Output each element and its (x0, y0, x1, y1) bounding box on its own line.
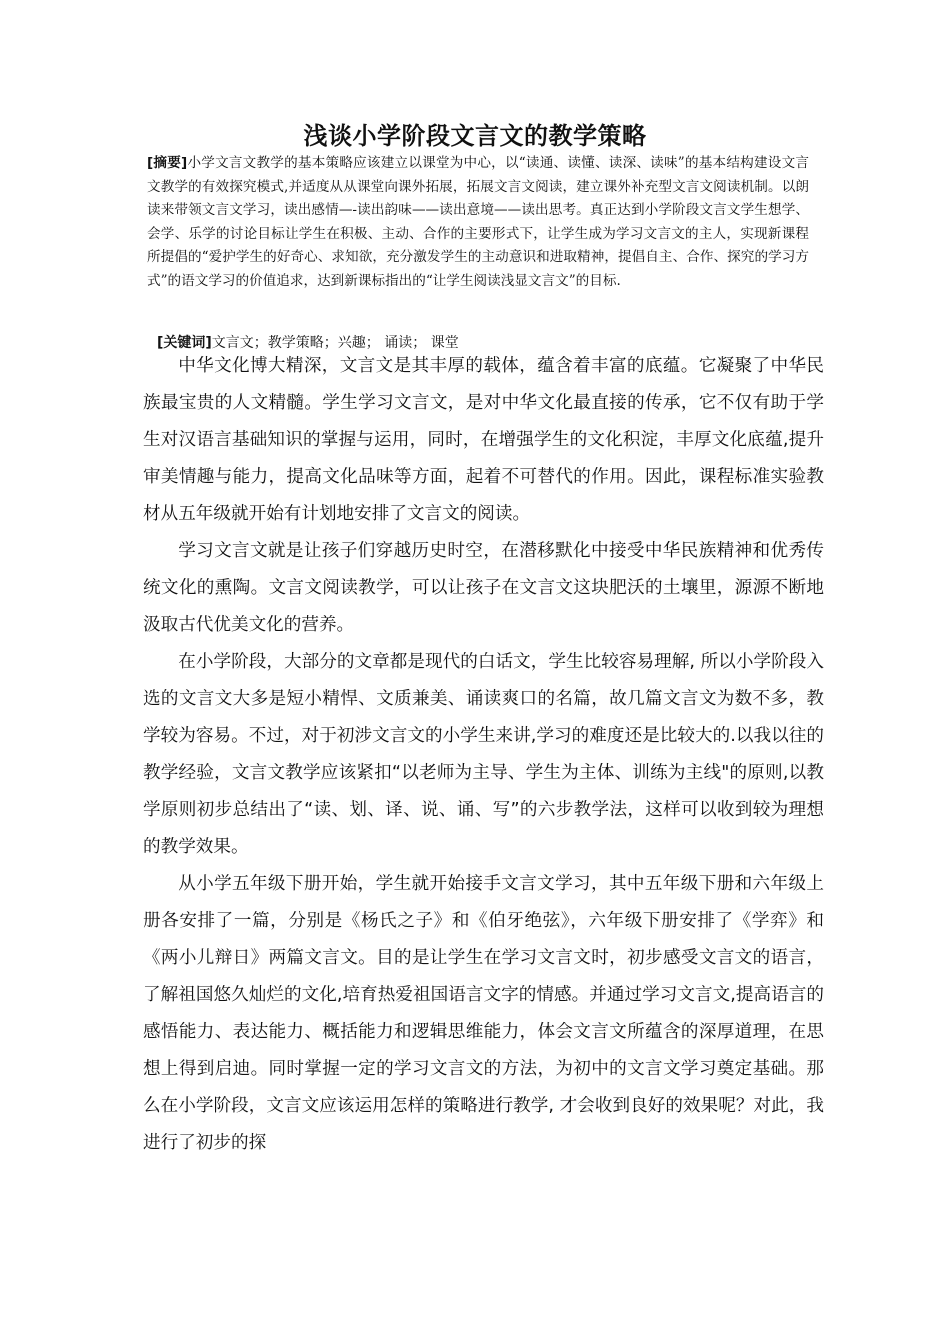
keywords-label: [关键词] (157, 335, 212, 351)
paragraph: 在小学阶段，大部分的文章都是现代的白话文，学生比较容易理解, 所以小学阶段入选的文言文大多是短小精悍、文质兼美、诵读爽口的名篇，故几篇文言文为数不多，教学较为容易。不过，对于初涉文言文的小学生来讲,学习的难度还是比较大的.以我以往的教学经验，文言文教学应该紧扣“以老师为主导、学生为主体、训练为主线"的原则,以教学原则初步总结出了“读、划、译、说、诵、写”的六步教学法，这样可以收到较为理想的教学效果。 (143, 652, 824, 857)
body-text (143, 348, 824, 1162)
keywords-text: 文言文；教学策略；兴趣； 诵读； 课堂 (211, 335, 459, 351)
paragraph: 学习文言文就是让孩子们穿越历史时空，在潜移默化中接受中华民族精神和优秀传统文化的熏陶。文言文阅读教学，可以让孩子在文言文这块肥沃的土壤里，源源不断地汲取古代优美文化的营养。 (143, 541, 824, 635)
paragraph: 中华文化博大精深，文言文是其丰厚的载体，蕴含着丰富的底蕴。它凝聚了中华民族最宝贵的人文精髓。学生学习文言文，是对中华文化最直接的传承，它不仅有助于学生对汉语言基础知识的掌握与运用，同时，在增强学生的文化积淀，丰厚文化底蕴,提升审美情趣与能力，提高文化品味等方面，起着不可替代的作用。因此，课程标准实验教材从五年级就开始有计划地安排了文言文的阅读。 (143, 356, 824, 524)
document-title: 浅谈小学阶段文言文的教学策略 (303, 122, 647, 150)
paragraph: 从小学五年级下册开始，学生就开始接手文言文学习，其中五年级下册和六年级上册各安排了一篇，分别是《杨氏之子》和《伯牙绝弦》，六年级下册安排了《学弈》和《两小儿辩日》两篇文言文。目的是让学生在学习文言文时，初步感受文言文的语言，了解祖国悠久灿烂的文化,培育热爱祖国语言文字的情感。并通过学习文言文,提高语言的感悟能力、表达能力、概括能力和逻辑思维能力，体会文言文所蕴含的深厚道理，在思想上得到启迪。同时掌握一定的学习文言文的方法，为初中的文言文学习奠定基础。那么在小学阶段，文言文应该运用怎样的策略进行教学, 才会收到良好的效果呢？对此，我进行了初步的探 (143, 874, 824, 1153)
abstract (147, 152, 809, 294)
abstract-text: 小学文言文教学的基本策略应该建立以课堂为中心，以“读通、读懂、读深、读味”的基本结构建设文言文教学的有效探究模式,并适度从从课堂向课外拓展，拓展文言文阅读，建立课外补充型文言文阅读机制。以朗读来带领文言文学习，读出感情—-读出韵味——读出意境——读出思考。真正达到小学阶段文言文学生想学、会学、乐学的讨论目标让学生在积极、主动、合作的主要形式下，让学生成为学习文言文的主人，实现新课程所提倡的“爱护学生的好奇心、求知欲，充分激发学生的主动意识和进取精神，提倡自主、合作、探究的学习方式”的语文学习的价值追求，达到新课标指出的“让学生阅读浅显文言文”的目标. (147, 155, 809, 289)
abstract-label: [摘要] (147, 155, 188, 171)
